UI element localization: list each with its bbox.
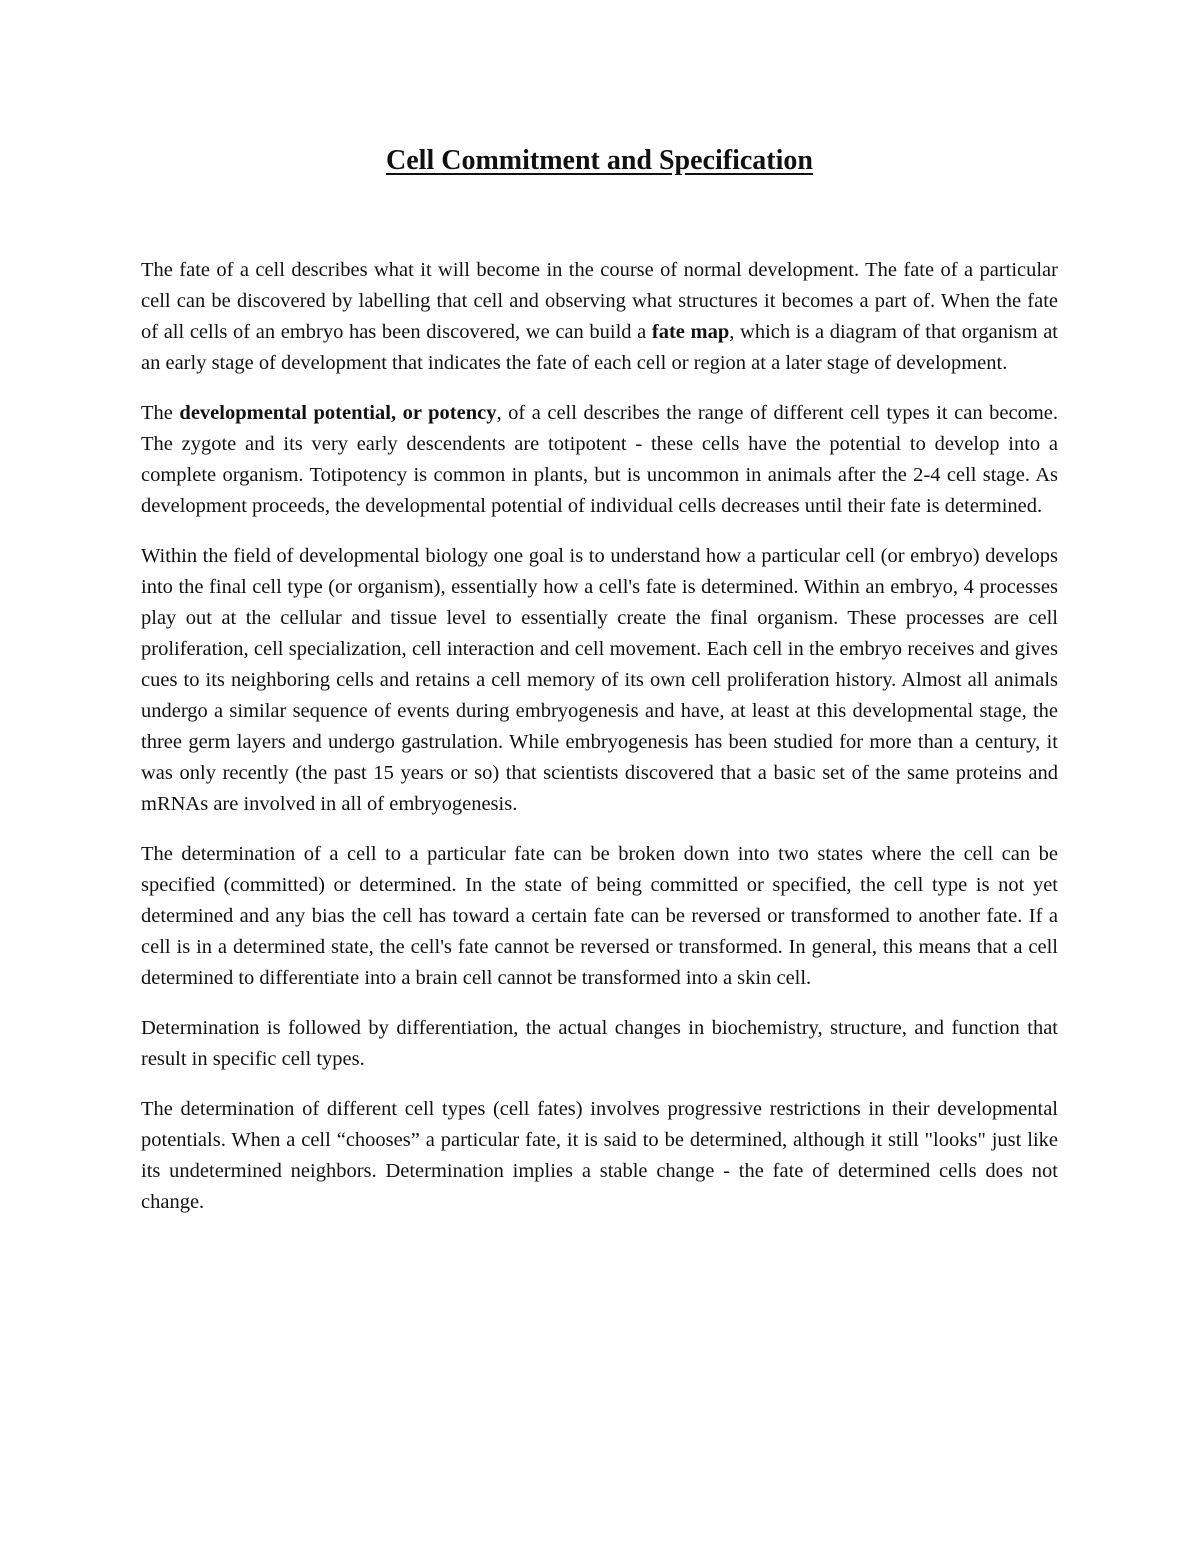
paragraph-fate [141,255,1058,379]
term-fate-map: fate map [651,321,730,343]
paragraph-fate-text-start: The fate of a cell describes what it will become in the course of normal development. The fate of a particular cell can be discovered by labelling that cell and observing what structures it becomes a part of. When the fate of all cells of an embryo has been discovered, we can build a [141,259,1058,343]
document-title: Cell Commitment and Specification [386,145,813,176]
paragraph-differentiation: Determination is followed by differentiation, the actual changes in biochemistry, structure, and function that result in specific cell types. [141,1017,1058,1070]
document-page [141,140,1058,1237]
paragraph-determination-states: The determination of a cell to a particular fate can be broken down into two states where the cell can be specified (committed) or determined. In the state of being committed or specified, the cell type is not yet determined and any bias the cell has toward a certain fate can be reversed or transformed to another fate. If a cell is in a determined state, the cell's fate cannot be reversed or transformed. In general, this means that a cell determined to differentiate into a brain cell cannot be transformed into a skin cell. [141,843,1058,989]
paragraph-potency [141,398,1058,522]
paragraph-potency-text-start: The [141,402,180,424]
paragraph-restrictions: The determination of different cell types (cell fates) involves progressive restrictions in their developmental potentials. When a cell “chooses” a particular fate, it is said to be determined, although it still "looks" just like its undetermined neighbors. Determination implies a stable change - the fate of determined cells does not change. [141,1098,1058,1213]
term-developmental-potential: developmental potential, or potency [179,402,497,424]
paragraph-potency-text-end: , of a cell describes the range of different cell types it can become. The zygote and its very early descendents are totipotent - these cells have the potential to develop into a complete organism. Totipotency is common in plants, but is uncommon in animals after the 2-4 cell stage. As development proceeds, the developmental potential of individual cells decreases until their fate is determined. [141,402,1059,517]
paragraph-fate-text-end: , which is a diagram of that organism at an early stage of development that indicates the fate of each cell or region at a later stage of development. [141,321,1058,374]
paragraph-developmental-biology: Within the field of developmental biology one goal is to understand how a particular cell (or embryo) develops into the final cell type (or organism), essentially how a cell's fate is determined. Within an embryo, 4 processes play out at the cellular and tissue level to essentially create the final organism. These processes are cell proliferation, cell specialization, cell interaction and cell movement. Each cell in the embryo receives and gives cues to its neighboring cells and retains a cell memory of its own cell proliferation history. Almost all animals undergo a similar sequence of events during embryogenesis and have, at least at this developmental stage, the three germ layers and undergo gastrulation. While embryogenesis has been studied for more than a century, it was only recently (the past 15 years or so) that scientists discovered that a basic set of the same proteins and mRNAs are involved in all of embryogenesis. [141,545,1058,815]
